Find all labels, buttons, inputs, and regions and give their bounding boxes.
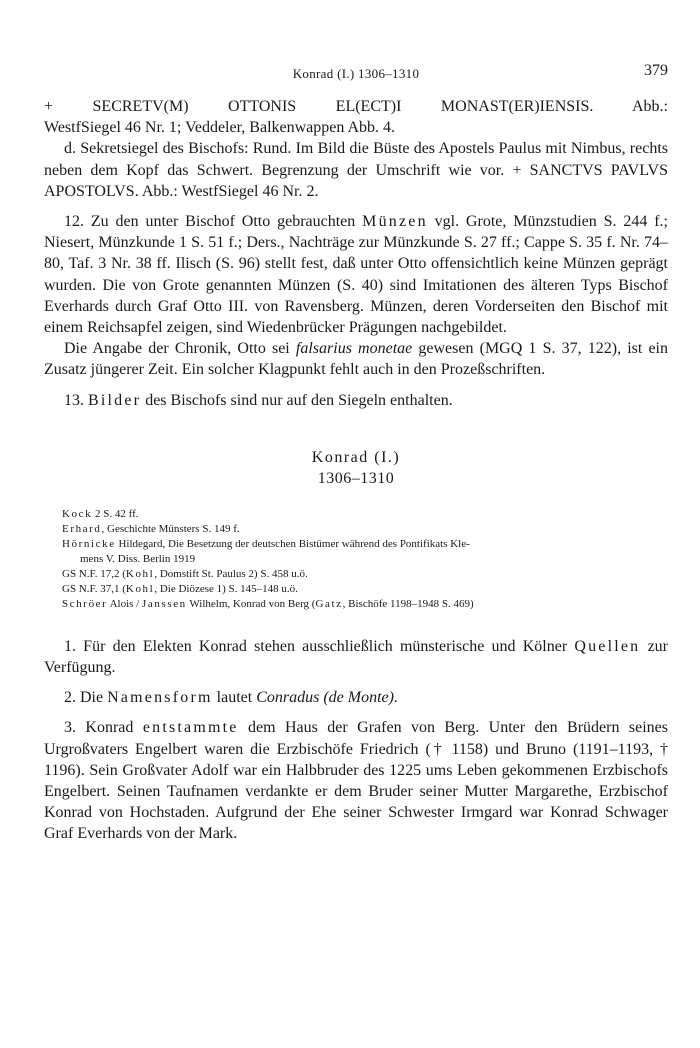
page-number: 379 bbox=[644, 62, 668, 79]
seal-legend-line: + SECRETV(M) OTTONIS EL(ECT)I MONAST(ER)IENSIS. Abb.: bbox=[44, 98, 668, 115]
seal-reference-line: WestfSiegel 46 Nr. 1; Veddeler, Balkenwappen Abb. 4. bbox=[44, 119, 396, 137]
section-title: Konrad (I.) bbox=[311, 448, 401, 466]
paragraph-sources: 1. Für den Elekten Konrad stehen ausschließlich münsterische und Kölner Quellen zur Verfügung. bbox=[44, 637, 668, 677]
paragraph-coins: 12. Zu den unter Bischof Otto gebrauchten Münzen vgl. Grote, Münzstudien S. 244 f.; Niesert, Münzkunde 1 S. 51 f.; Ders., Nachträge zur Münzkunde S. 27 ff.; Cappe S. 35 f. Nr. 74–80, Taf. 3 Nr. 38 ff. Ilisch (S. 96) stellt fest, daß unter Otto offensichtlich keine Münzen geprägt wurden. Die von Grote genannten Münzen (S. 40) sind Imitationen des älteren Typs Bischof Everhards durch Graf Otto III. von Ravensberg. Münzen, deren Vorderseiten den Bischof mit einem Reichsapfel zeigen, sind Wiedenbrücker Prägungen nachgebildet. bbox=[44, 213, 669, 337]
paragraph-chronicle: Die Angabe der Chronik, Otto sei falsarius monetae gewesen (MGQ 1 S. 37, 122), ist ein Zusatz jüngerer Zeit. Ein solcher Klagpunkt fehlt auch in den Prozeßschriften. bbox=[44, 340, 669, 379]
section-years: 1306–1310 bbox=[317, 469, 395, 487]
spaced-term: entstammte bbox=[142, 719, 239, 737]
italic-term: Conradus (de Monte). bbox=[256, 689, 398, 707]
paragraph-secret-seal: d. Sekretsiegel des Bischofs: Rund. Im Bild die Büste des Apostels Paulus mit Nimbus, rechts neben dem Kopf das Schwert. Begrenzung der Umschrift wie vor. + SANCTVS PAVLVS APOSTOLVS. Abb.: WestfSiegel 46 Nr. 2. bbox=[44, 140, 668, 200]
bibliography bbox=[44, 507, 668, 612]
spaced-term: Namensform bbox=[107, 689, 213, 707]
paragraph-images: 13. Bilder des Bischofs sind nur auf den Siegeln enthalten. bbox=[64, 391, 453, 409]
italic-term: falsarius monetae bbox=[295, 340, 413, 358]
bibliography-entry: GS N.F. 37,1 (Kohl, Die Diözese 1) S. 145–148 u.ö. bbox=[62, 582, 298, 595]
bibliography-entry: Kock 2 S. 42 ff. bbox=[62, 507, 139, 520]
bibliography-entry: Erhard, Geschichte Münsters S. 149 f. bbox=[62, 522, 240, 535]
spaced-term: Quellen bbox=[574, 637, 641, 655]
page-header bbox=[44, 60, 668, 84]
page-body bbox=[44, 96, 668, 845]
bibliography-entry: GS N.F. 17,2 (Kohl, Domstift St. Paulus 2) S. 458 u.ö. bbox=[62, 567, 308, 580]
paragraph-name-form: 2. Die Namensform lautet Conradus (de Monte). bbox=[64, 689, 398, 707]
bibliography-entry: Hörnicke Hildegard, Die Besetzung der deutschen Bistümer während des Pontifikats Kle- bbox=[62, 537, 470, 550]
bibliography-entry-continuation: mens V. Diss. Berlin 1919 bbox=[80, 552, 196, 565]
spaced-term: Bilder bbox=[88, 391, 142, 409]
spaced-term: Münzen bbox=[362, 213, 428, 231]
running-head: Konrad (I.) 1306–1310 bbox=[292, 66, 420, 81]
bibliography-entry: Schröer Alois / Janssen Wilhelm, Konrad von Berg (Gatz, Bischöfe 1198–1948 S. 469) bbox=[62, 597, 474, 610]
paragraph-origin: 3. Konrad entstammte dem Haus der Grafen von Berg. Unter den Brüdern seines Urgroßvaters Engelbert waren die Erzbischöfe Friedrich († 1158) und Bruno (1191–1193, † 1196). Sein Großvater Adolf war ein Halbbruder des 1225 ums Leben gekommenen Erzbischofs Engelbert. Seinen Taufnamen verdankte er dem Bruder seiner Mutter Margarethe, Erzbischof Konrad von Hochstaden. Aufgrund der Ehe seiner Schwester Irmgard war Konrad Schwager Graf Everhards von der Mark. bbox=[44, 719, 669, 843]
